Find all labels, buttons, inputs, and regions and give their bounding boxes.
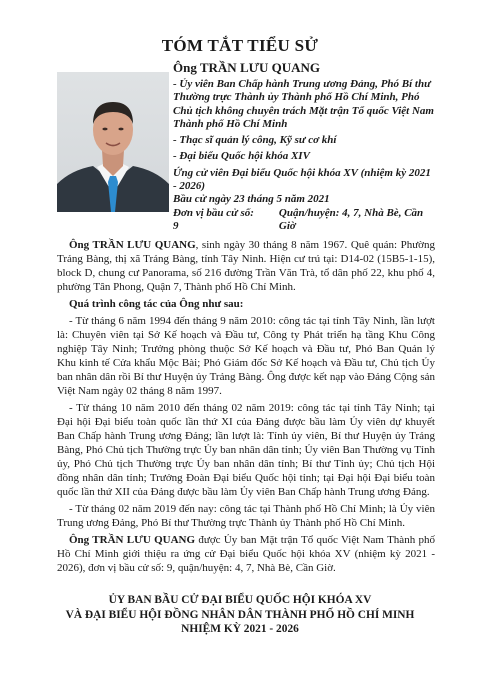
footer-line-3: NHIỆM KỲ 2021 - 2026 <box>181 623 299 635</box>
constituency-unit: Đơn vị bầu cử số: 9 <box>173 206 254 232</box>
process-item-3: - Từ tháng 02 năm 2019 đến nay: công tác tại Thành phố Hồ Chí Minh; là Ủy viên Trung ương Đảng, Phó Bí thư Thường trực Thành ủy Thành phố Hồ Chí Minh. <box>57 503 435 529</box>
bio-intro-text: , sinh ngày 30 tháng 8 năm 1967. Quê quán: Phường Trảng Bàng, thị xã Trảng Bàng, tỉnh Tây Ninh. Hiện cư trú tại: D14-02 (15B5-1-15), block D, chung cư Panorama, số 216 đường Trần Văn Trà, tổ dân phố 22, khu phố 4, phường Tân Phong, Quận 7, Thành phố Hồ Chí Minh. <box>57 239 435 293</box>
constituency-row <box>173 207 435 234</box>
position-1: - Ủy viên Ban Chấp hành Trung ương Đảng, Phó Bí thư Thường trực Thành ủy Thành phố Hồ Chí Minh, Phó Chủ tịch không chuyên trách Mặt trận Tổ quốc Việt Nam Thành phố Hồ Chí Minh <box>173 78 434 130</box>
portrait-illustration <box>57 72 169 212</box>
election-date: Bầu cử ngày 23 tháng 5 năm 2021 <box>173 193 330 206</box>
process-item-1: - Từ tháng 6 năm 1994 đến tháng 9 năm 2010: công tác tại tỉnh Tây Ninh, lần lượt là: Chuyên viên tại Sở Kế hoạch và Đầu tư, Công ty Phát triển hạ tầng Khu Công nghiệp Tây Ninh; Trưởng phòng thuộc Sở Kế hoạch và Đầu tư, Phó Ban Quản lý Khu kinh tế Cửa khẩu Mộc Bài; Phó Giám đốc Sở Kế hoạch và Đầu tư, Chủ tịch Ủy ban nhân dân rồi Bí thư Huyện ủy Trảng Bàng. Ông được kết nạp vào Đảng Cộng sản Việt Nam ngày 02 tháng 8 năm 1997. <box>57 315 435 397</box>
process-item-2: - Từ tháng 10 năm 2010 đến tháng 02 năm 2019: công tác tại tỉnh Tây Ninh; tại Đại hội Đại biểu toàn quốc lần thứ XI của Đảng được bầu làm Ủy viên dự khuyết Ban Chấp hành Trung ương Đảng; lần lượt là: Tỉnh ủy viên, Bí thư Huyện ủy Trảng Bàng, Phó Chủ tịch Thường trực Ủy ban nhân dân tỉnh; Ủy viên Ban Thường vụ Tỉnh ủy, Phó Chủ tịch Thường trực Ủy ban nhân dân tỉnh; Bí thư Tỉnh ủy; Chủ tịch Hội đồng nhân dân tỉnh; Trưởng Đoàn Đại biểu Quốc hội tỉnh; tại Đại hội Đại biểu toàn quốc lần thứ XII của Đảng được bầu làm Ủy viên Ban Chấp hành Trung ương Đảng. <box>57 402 435 498</box>
portrait-photo <box>57 72 169 212</box>
position-3: - Đại biểu Quốc hội khóa XIV <box>173 150 310 163</box>
candidate-name: Ông TRẦN LƯU QUANG <box>173 60 320 75</box>
footer-line-2: VÀ ĐẠI BIỂU HỘI ĐỒNG NHÂN DÂN THÀNH PHỐ HỒ CHÍ MINH <box>65 608 415 621</box>
page-title: TÓM TẮT TIỂU SỬ <box>161 36 319 55</box>
bio-name: Ông TRẦN LƯU QUANG <box>69 239 196 251</box>
candidacy-text: Ứng cử viên Đại biểu Quốc hội khóa XV (nhiệm kỳ 2021 - 2026) <box>173 166 431 193</box>
constituency-district: Quận/huyện: 4, 7, Nhà Bè, Cần Giờ <box>278 206 424 232</box>
nomination-text: được Ủy ban Mặt trận Tổ quốc Việt Nam Thành phố Hồ Chí Minh giới thiệu ra ứng cử Đại biểu Quốc hội khóa XV (nhiệm kỳ 2021 - 2026), đơn vị bầu cử số: 9, quận/huyện: 4, 7, Nhà Bè, Cần Giờ. <box>57 534 435 574</box>
position-2: - Thạc sĩ quản lý công, Kỹ sư cơ khí <box>173 134 337 147</box>
candidate-summary <box>173 60 435 233</box>
process-heading: Quá trình công tác của Ông như sau: <box>69 298 244 310</box>
bio-intro-paragraph <box>57 238 435 294</box>
biography <box>57 238 435 578</box>
footer-line-1: ỦY BAN BẦU CỬ ĐẠI BIỂU QUỐC HỘI KHÓA XV <box>108 594 372 606</box>
nomination-paragraph <box>57 533 435 575</box>
nomination-name: Ông TRẦN LƯU QUANG <box>69 534 196 546</box>
issuing-committee <box>0 593 480 637</box>
